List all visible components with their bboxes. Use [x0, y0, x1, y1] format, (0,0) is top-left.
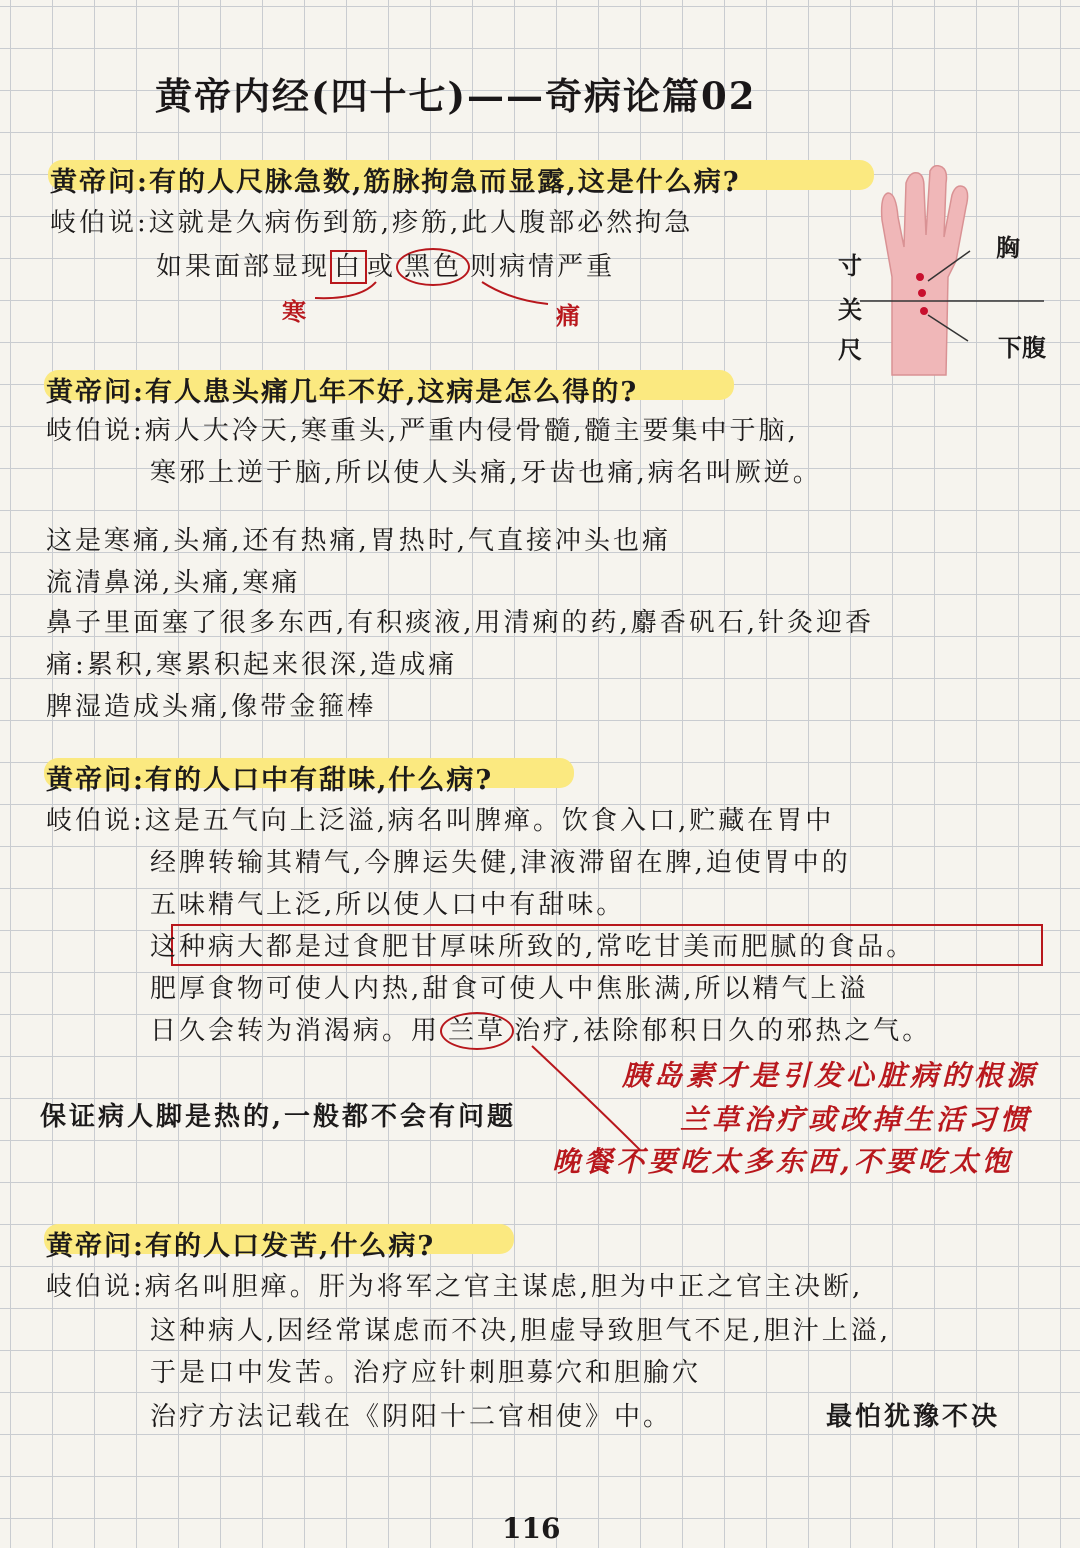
note-line-2: 流清鼻涕,头痛,寒痛	[46, 568, 301, 598]
circled-word-black: 黑色	[396, 248, 470, 286]
answer-text: 治疗,祛除郁积日久的邪热之气。	[514, 1016, 932, 1046]
note-line-5: 脾湿造成头痛,像带金箍棒	[46, 692, 377, 722]
answer-3-line-1: 岐伯说:这是五气向上泛溢,病名叫脾瘅。饮食入口,贮藏在胃中	[46, 806, 835, 836]
label-lower-abdomen: 下腹	[998, 333, 1046, 362]
note-cold: 寒	[282, 297, 306, 326]
circled-word-lancao: 兰草	[440, 1012, 514, 1050]
note-line-4: 痛:累积,寒累积起来很深,造成痛	[46, 650, 458, 680]
answer-text: 日久会转为消渴病。用	[150, 1016, 441, 1046]
pulse-point-cun	[916, 273, 924, 281]
label-guan: 关	[838, 295, 862, 324]
line-black-to-pain	[482, 282, 548, 304]
note-pain: 痛	[556, 301, 580, 330]
label-cun: 寸	[838, 251, 862, 280]
answer-1-line-1: 岐伯说:这就是久病伤到筋,疹筋,此人腹部必然拘急	[50, 208, 694, 238]
answer-text: 则病情严重	[470, 252, 616, 282]
boxed-word-white: 白	[330, 250, 367, 284]
pulse-point-guan	[918, 289, 926, 297]
question-2: 黄帝问:有人患头痛几年不好,这病是怎么得的?	[46, 377, 639, 408]
pulse-point-chi	[920, 307, 928, 315]
answer-3-line-5: 肥厚食物可使人内热,甜食可使人中焦胀满,所以精气上溢	[150, 974, 869, 1004]
answer-text: 或	[367, 252, 397, 282]
note-line-1: 这是寒痛,头痛,还有热痛,胃热时,气直接冲头也痛	[46, 526, 672, 556]
line-white-to-cold	[315, 282, 376, 298]
side-note-hesitation: 最怕犹豫不决	[826, 1402, 1001, 1432]
question-4: 黄帝问:有的人口发苦,什么病?	[46, 1231, 436, 1262]
red-note-dinner: 晚餐不要吃太多东西,不要吃太饱	[552, 1145, 1014, 1178]
answer-2-line-2: 寒邪上逆于脑,所以使人头痛,牙齿也痛,病名叫厥逆。	[150, 458, 822, 488]
question-3: 黄帝问:有的人口中有甜味,什么病?	[46, 765, 494, 796]
hand-icon	[882, 166, 968, 375]
answer-3-line-3: 五味精气上泛,所以使人口中有甜味。	[150, 890, 626, 920]
page-number: 116	[502, 1512, 561, 1545]
note-line-3: 鼻子里面塞了很多东西,有积痰液,用清痢的药,麝香矾石,针灸迎香	[46, 608, 875, 638]
label-chest: 胸	[996, 233, 1020, 262]
answer-3-line-4: 这种病大都是过食肥甘厚味所致的,常吃甘美而肥腻的食品。	[150, 932, 916, 962]
red-note-lancao: 兰草治疗或改掉生活习惯	[680, 1103, 1033, 1136]
question-1: 黄帝问:有的人尺脉急数,筋脉拘急而显露,这是什么病?	[50, 167, 741, 198]
answer-text: 如果面部显现	[156, 252, 331, 282]
answer-4-line-1: 岐伯说:病名叫胆瘅。肝为将军之官主谋虑,胆为中正之官主决断,	[46, 1272, 864, 1302]
foot-warm-note: 保证病人脚是热的,一般都不会有问题	[40, 1102, 517, 1132]
answer-4-line-2: 这种病人,因经常谋虑而不决,胆虚导致胆气不足,胆汁上溢,	[150, 1316, 892, 1346]
red-note-insulin: 胰岛素才是引发心脏病的根源	[622, 1059, 1039, 1092]
page-title: 黄帝内经(四十七)——奇病论篇02	[155, 74, 757, 118]
answer-3-line-6	[150, 1010, 931, 1047]
answer-4-line-3: 于是口中发苦。治疗应针刺胆募穴和胆腧穴	[150, 1358, 702, 1388]
answer-4-line-4: 治疗方法记载在《阴阳十二官相使》中。	[150, 1402, 673, 1432]
answer-2-line-1: 岐伯说:病人大冷天,寒重头,严重内侵骨髓,髓主要集中于脑,	[46, 416, 799, 446]
answer-3-line-2: 经脾转输其精气,今脾运失健,津液滞留在脾,迫使胃中的	[150, 848, 851, 878]
label-chi: 尺	[838, 335, 862, 364]
